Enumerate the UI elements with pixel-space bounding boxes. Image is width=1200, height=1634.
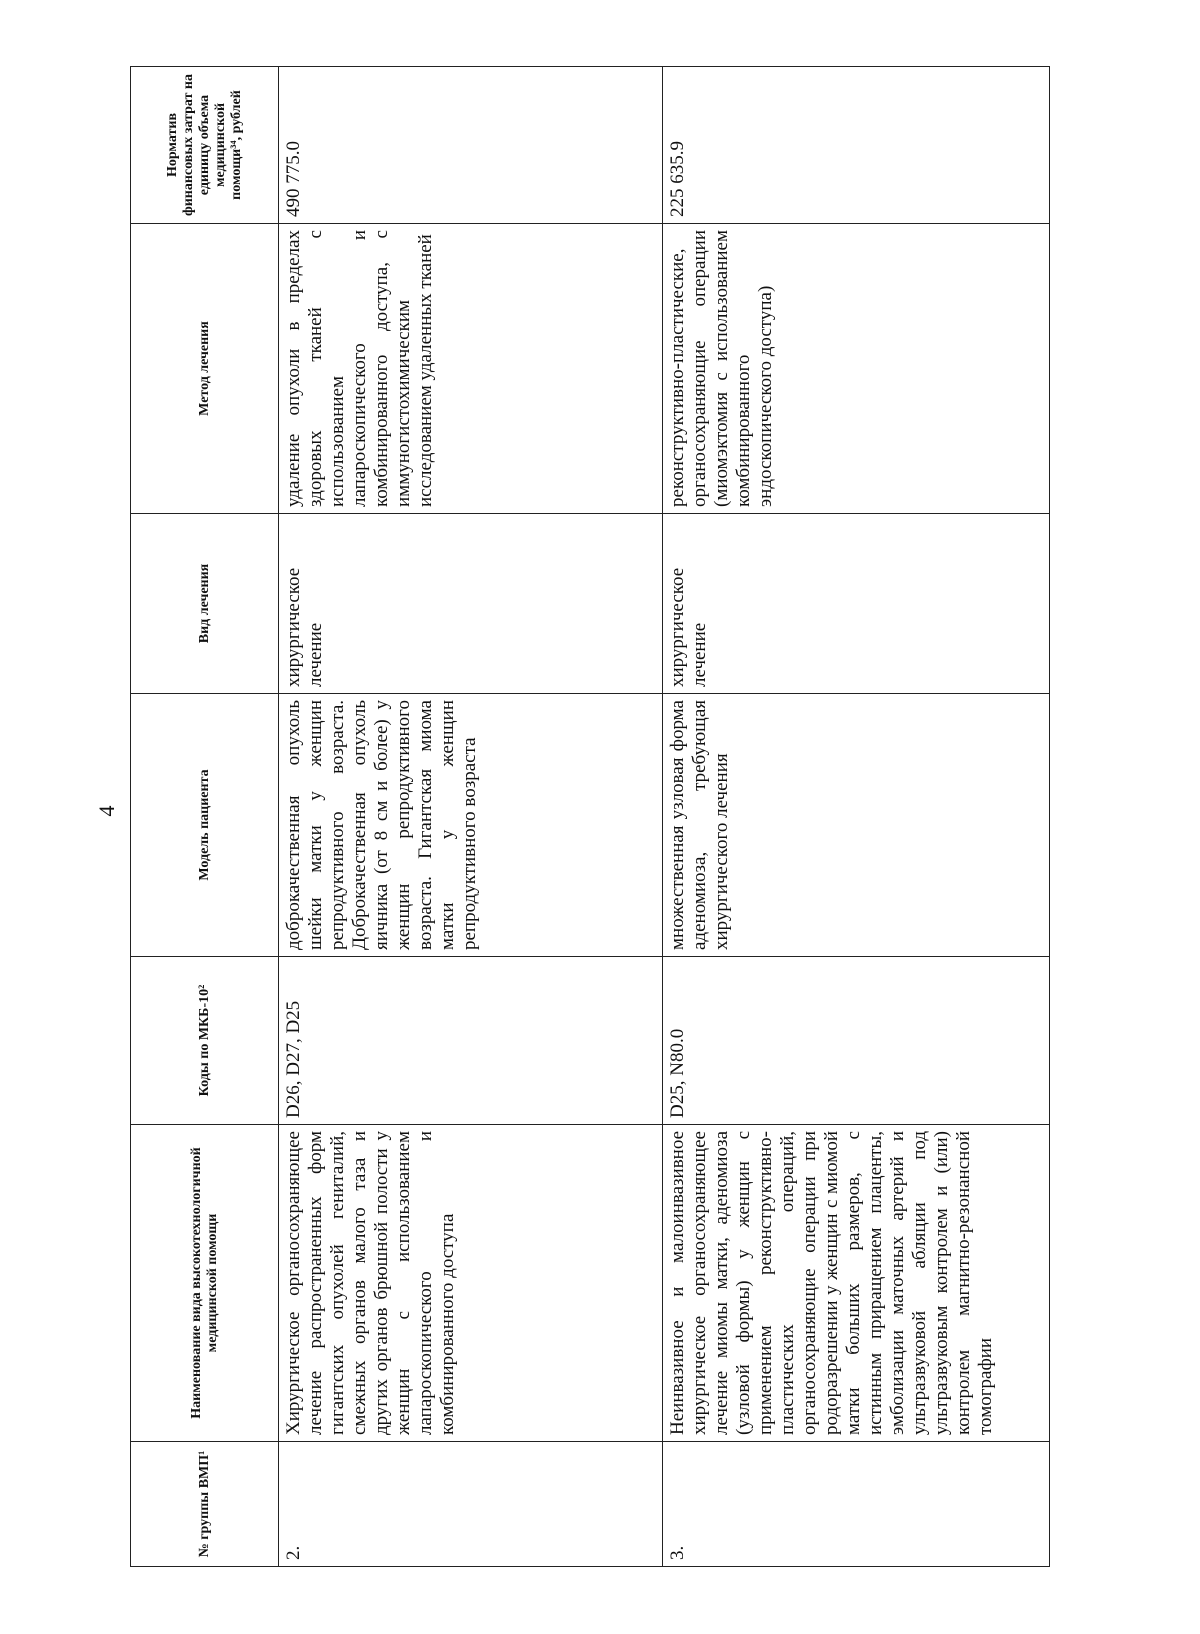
header-icd-codes: Коды по МКБ-10² — [131, 957, 279, 1125]
rotated-table-container — [130, 67, 1050, 1567]
cell-vmp-name: Хирургическое органосохраняющее лечение распространенных форм гигантских опухолей гениталий, смежных органов малого таза и других органов брюшной полости у женщин с использованием лапароскопического и комбинированного доступа — [279, 1125, 663, 1442]
vmp-table — [130, 66, 1050, 1567]
header-group-number: № группы ВМП¹ — [131, 1442, 279, 1567]
header-treatment-type: Вид лечения — [131, 514, 279, 694]
cell-patient-model: доброкачественная опухоль шейки матки у женщин репродуктивного возраста. Доброкачественная опухоль яичника (от 8 см и более) у женщин репродуктивного возраста. Гигантская миома матки у женщин репродуктивного возраста — [279, 694, 663, 957]
header-treatment-method: Метод лечения — [131, 224, 279, 514]
cell-treatment-type: хирургическое лечение — [662, 514, 1049, 694]
cell-icd-codes: D25, N80.0 — [662, 957, 1049, 1125]
cell-group-number: 2. — [279, 1442, 663, 1567]
cell-patient-model: множественная узловая форма аденомиоза, требующая хирургического лечения — [662, 694, 1049, 957]
page-number: 4 — [94, 805, 119, 817]
header-cost-standard: Норматив финансовых затрат на единицу объема медицинской помощи³⁴, рублей — [131, 67, 279, 224]
table-row — [279, 67, 663, 1567]
cell-icd-codes: D26, D27, D25 — [279, 957, 663, 1125]
cell-vmp-name: Неинвазивное и малоинвазивное хирургическое органосохраняющее лечение миомы матки, аденомиоза (узловой формы) у женщин с применением реконструктивно-пластических операций, органосохраняющие операции при родоразрешении у женщин с миомой матки больших размеров, с истинным приращением плаценты, эмболизации маточных артерий и ультразвуковой абляции под ультразвуковым контролем и (или) контролем магнитно-резонансной томографии — [662, 1125, 1049, 1442]
header-patient-model: Модель пациента — [131, 694, 279, 957]
table-header-row — [131, 67, 279, 1567]
table-row — [662, 67, 1049, 1567]
cell-cost-standard: 225 635.9 — [662, 67, 1049, 224]
cell-treatment-method: реконструктивно-пластические, органосохраняющие операции (миомэктомия с использованием комбинированного эндоскопического доступа) — [662, 224, 1049, 514]
cell-treatment-method: удаление опухоли в пределах здоровых тканей с использованием лапароскопического и комбинированного доступа, с иммуногистохимическим исследованием удаленных тканей — [279, 224, 663, 514]
cell-treatment-type: хирургическое лечение — [279, 514, 663, 694]
header-vmp-name: Наименование вида высокотехнологичной медицинской помощи — [131, 1125, 279, 1442]
cell-cost-standard: 490 775.0 — [279, 67, 663, 224]
cell-group-number: 3. — [662, 1442, 1049, 1567]
